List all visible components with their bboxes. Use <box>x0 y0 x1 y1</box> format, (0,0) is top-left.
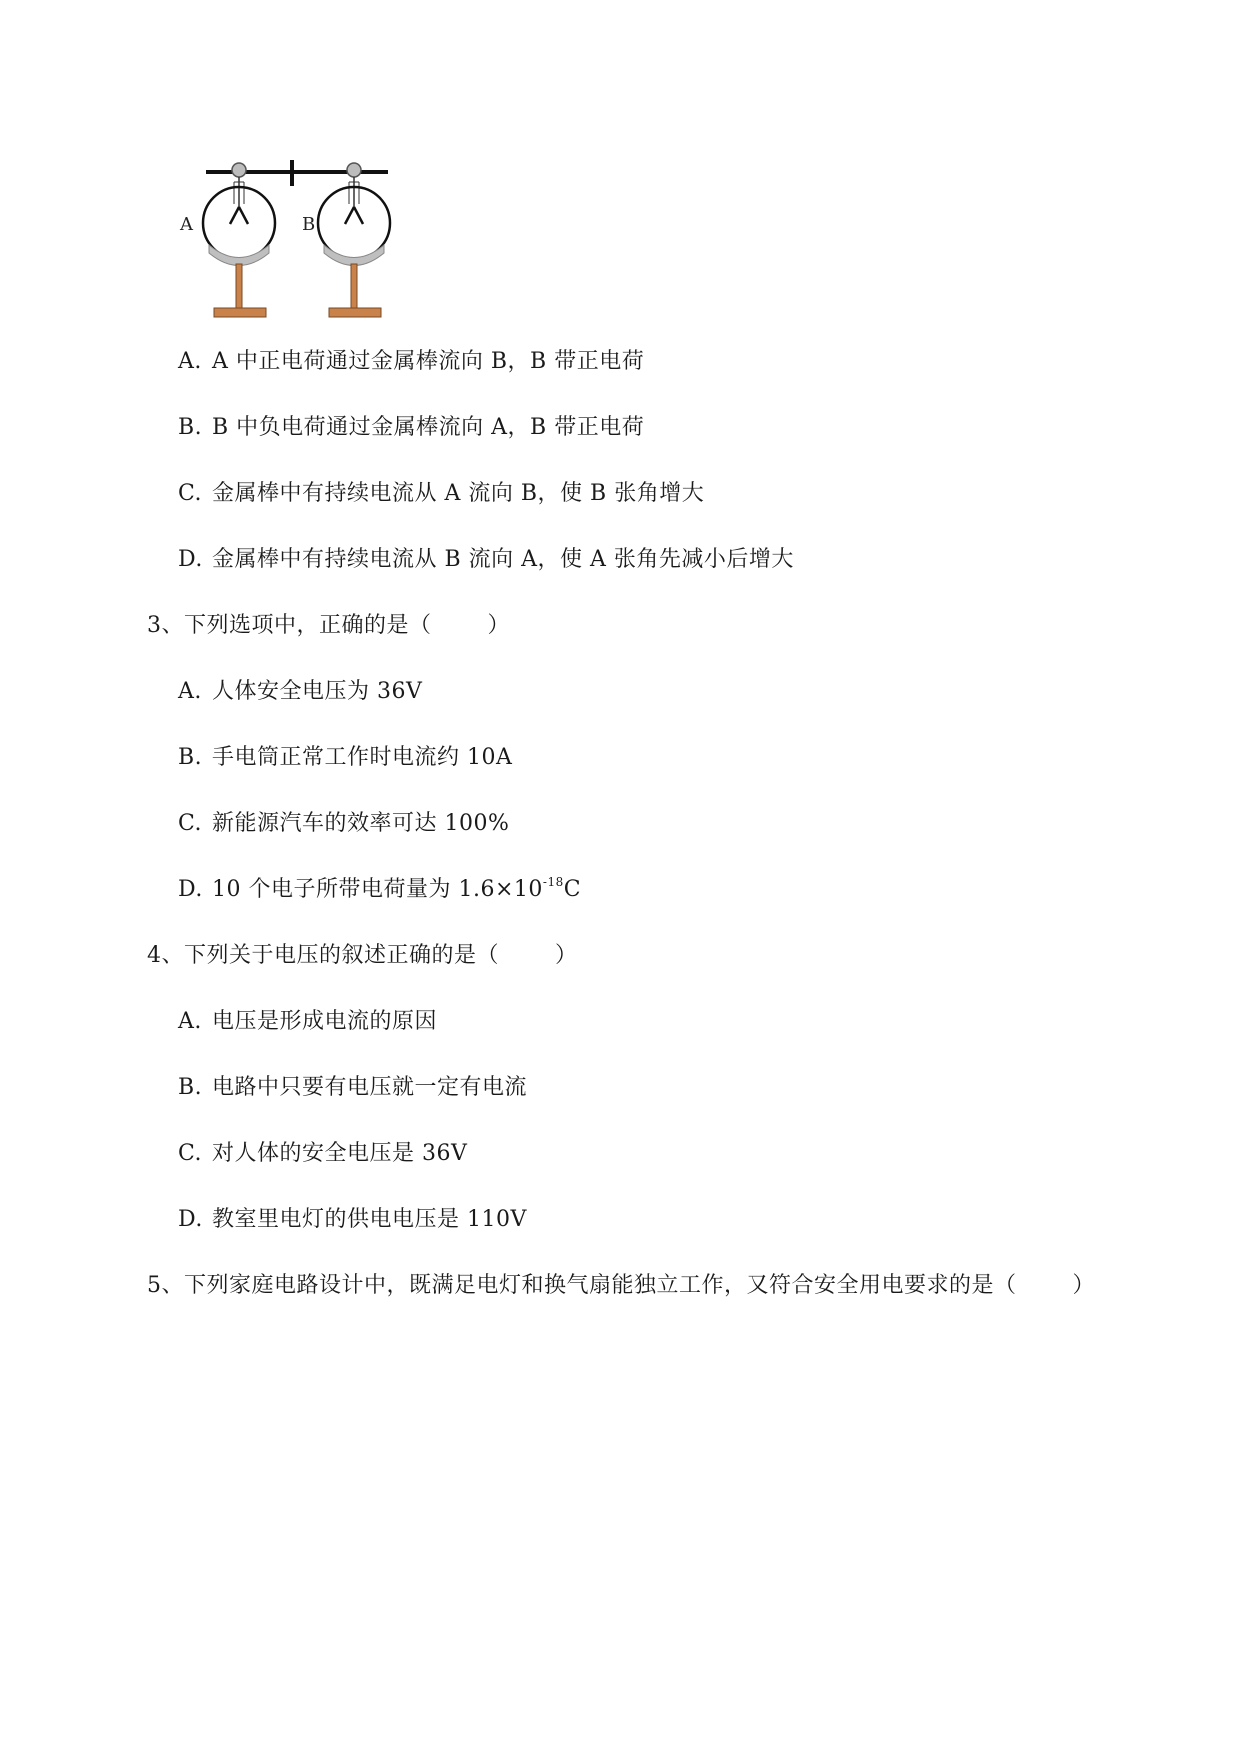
option-text: 金属棒中有持续电流从 A 流向 B，使 B 张角增大 <box>212 481 705 506</box>
electroscope-diagram <box>172 152 412 322</box>
electroscope-figure <box>172 152 412 322</box>
q4-option-c <box>178 1140 467 1168</box>
option-letter: A. <box>178 1009 202 1034</box>
option-letter: D. <box>178 1207 203 1232</box>
question-number: 5、 <box>147 1273 184 1298</box>
option-text: 教室里电灯的供电电压是 110V <box>212 1207 527 1232</box>
option-letter: B. <box>178 415 203 440</box>
exponent: -18 <box>542 875 564 889</box>
q2-option-b <box>178 414 644 442</box>
q3-option-b <box>178 744 512 772</box>
option-text: 电压是形成电流的原因 <box>212 1009 438 1034</box>
option-letter: D. <box>178 547 203 572</box>
q2-option-c <box>178 480 704 508</box>
q3-option-d <box>178 876 581 904</box>
option-text: 电路中只要有电压就一定有电流 <box>212 1075 528 1100</box>
electroscope-a <box>203 163 275 317</box>
q2-option-a <box>178 348 644 376</box>
q4-option-b <box>178 1074 527 1102</box>
answer-paren-close: ） <box>487 613 511 638</box>
option-letter: C. <box>178 1141 203 1166</box>
unit-text: C <box>563 877 582 902</box>
option-letter: C. <box>178 811 203 836</box>
answer-paren-close: ） <box>1072 1273 1096 1298</box>
option-text: 手电筒正常工作时电流约 10A <box>212 745 513 770</box>
option-letter: B. <box>178 1075 203 1100</box>
option-letter: C. <box>178 481 203 506</box>
question-text: 下列选项中，正确的是（ <box>184 613 432 638</box>
option-text: 新能源汽车的效率可达 100% <box>212 811 510 836</box>
option-text: 10 个电子所带电荷量为 1.6×10 <box>212 877 543 902</box>
option-text: 对人体的安全电压是 36V <box>212 1141 468 1166</box>
label-a: A <box>180 214 193 235</box>
option-letter: D. <box>178 877 203 902</box>
option-text: 人体安全电压为 36V <box>212 679 423 704</box>
option-text: B 中负电荷通过金属棒流向 A，B 带正电荷 <box>212 415 645 440</box>
q2-option-d <box>178 546 794 574</box>
question-5-stem <box>147 1272 1095 1300</box>
option-text: 金属棒中有持续电流从 B 流向 A，使 A 张角先减小后增大 <box>212 547 794 572</box>
label-b: B <box>302 214 316 235</box>
option-letter: B. <box>178 745 203 770</box>
option-letter: A. <box>178 679 202 704</box>
question-number: 4、 <box>147 943 184 968</box>
question-number: 3、 <box>147 613 184 638</box>
q4-option-d <box>178 1206 527 1234</box>
answer-paren-close: ） <box>555 943 578 968</box>
electroscope-b <box>318 163 390 317</box>
q3-option-a <box>178 678 422 706</box>
question-4-stem <box>147 942 578 970</box>
q3-option-c <box>178 810 509 838</box>
q4-option-a <box>178 1008 437 1036</box>
question-text: 下列关于电压的叙述正确的是（ <box>184 943 500 968</box>
option-letter: A. <box>178 349 202 374</box>
question-text: 下列家庭电路设计中，既满足电灯和换气扇能独立工作，又符合安全用电要求的是（ <box>184 1273 1017 1298</box>
question-3-stem <box>147 612 510 640</box>
option-text: A 中正电荷通过金属棒流向 B，B 带正电荷 <box>212 349 645 374</box>
